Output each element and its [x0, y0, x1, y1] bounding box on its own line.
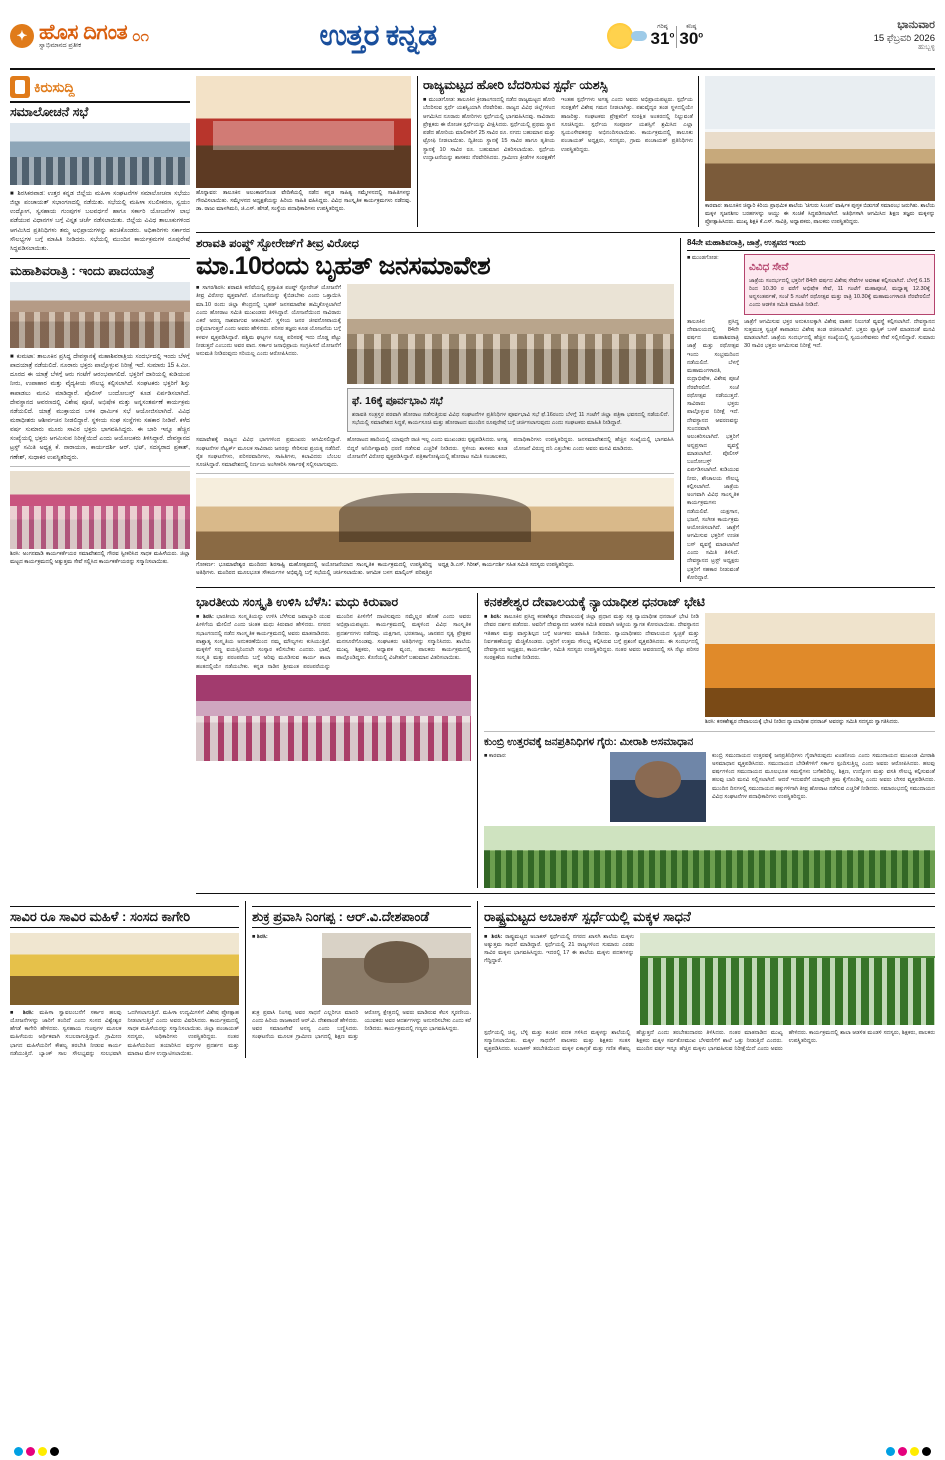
magenta-dot-icon — [26, 1447, 35, 1456]
hori-headline: ರಾಜ್ಯಮಟ್ಟದ ಹೋರಿ ಬೆದರಿಸುವ ಸ್ಪರ್ಧೆ ಯಶಸ್ಸಿ — [423, 78, 608, 92]
bottom-band — [10, 901, 935, 1059]
press-meet-photo — [10, 933, 239, 1005]
judge-label: ■ ಶಿರಸಿ: — [484, 614, 502, 621]
temple-group-photo — [196, 478, 674, 560]
deshpande-story — [252, 901, 478, 1059]
cultural-dance-photo — [196, 675, 471, 761]
sun-cloud-icon — [607, 23, 633, 49]
top-photo-block-2 — [705, 76, 935, 227]
abacus-text-2: ಸ್ಪರ್ಧೆಯಲ್ಲಿ ಚಿನ್ನ, ಬೆಳ್ಳಿ ಮತ್ತು ಕಂಚಿನ ಪದಕ ಗಳಿಸಿದ ಮಕ್ಕಳನ್ನು ಶಾಲೆಯಲ್ಲಿ ಸನ್ಮಾನಿಸಲಾಯಿತು. ಮಕ್ಕಳ ಸಾಧನೆಗೆ ಪಾಲಕರು ಮತ್ತು ಶಿಕ್ಷಕರು ಸಂತಸ ವ್ಯಕ್ತಪಡಿಸಿದರು. ಅಬಾಕಸ್ ತರಬೇತಿಯಿಂದ ಮಕ್ಕಳ ಏಕಾಗ್ರತೆ ಮತ್ತು ಗಣಿತ ಕೌಶಲ್ಯ ಹೆಚ್ಚುತ್ತದೆ ಎಂದು ತರಬೇತುದಾರರು ತಿಳಿಸಿದರು. — [484, 1029, 726, 1053]
seva-box-text: ಜಾತ್ರೆಯ ಸಂದರ್ಭದಲ್ಲಿ ಭಕ್ತರಿಗೆ 84ನೇ ವರ್ಷದ ವಿಶೇಷ ಸೇವೆಗಳ ಅವಕಾಶ ಕಲ್ಪಿಸಲಾಗಿದೆ. ಬೆಳಗ್ಗೆ 6.15 ರಿಂದ 10.30 ರ ವರೆಗೆ ಅಭಿಷೇಕ ಸೇವೆ, 11 ಗಂಟೆಗೆ ಮಹಾಪೂಜೆ, ಮಧ್ಯಾಹ್ನ 12.30ಕ್ಕೆ ಅನ್ನಸಂತರ್ಪಣೆ, ಸಂಜೆ 5 ಗಂಟೆಗೆ ರಥೋತ್ಸವ ಮತ್ತು ರಾತ್ರಿ 10.30ಕ್ಕೆ ಮಹಾಮಂಗಳಾರತಿ ನೆರವೇರಲಿದೆ ಎಂದು ಆಡಳಿತ ಸಮಿತಿ ಮಾಹಿತಿ ನೀಡಿದೆ. — [749, 277, 930, 309]
advance-meeting-box — [347, 388, 674, 432]
cyan-dot-icon — [886, 1447, 895, 1456]
lead-headline: ಮಾ.10ರಂದು ಬೃಹತ್ ಜನಸಮಾವೇಶ — [196, 251, 491, 280]
shivaratri-jatre-story — [687, 238, 935, 582]
lead-kicker: ಶರಾವತಿ ಪಂಪ್ಡ್ ಸ್ಟೋರೇಜ್‌ಗೆ ತೀವ್ರ ವಿರೋಧ — [196, 237, 359, 250]
city-name: ಹುಬ್ಬಳ್ಳಿ — [918, 44, 935, 52]
abacus-label: ■ ಶಿರಸಿ: — [484, 933, 503, 940]
temp-min-value: 30 — [679, 29, 699, 49]
advance-meeting-text: ಶರಾವತಿ ಸಂತ್ರಸ್ತರ ಪರವಾಗಿ ಹೋರಾಟ ನಡೆಸುತ್ತಿರುವ ವಿವಿಧ ಸಂಘಟನೆಗಳ ಪ್ರತಿನಿಧಿಗಳ ಪೂರ್ವಭಾವಿ ಸಭೆ ಫೆ.16ರಂದು ಬೆಳಗ್ಗೆ 11 ಗಂಟೆಗೆ ಜಿಲ್ಲಾ ಪತ್ರಿಕಾ ಭವನದಲ್ಲಿ ನಡೆಯಲಿದೆ. ಸಭೆಯಲ್ಲಿ ಸಮಾವೇಶದ ಸಿದ್ಧತೆ, ಕಾರ್ಯಸೂಚಿ ಮತ್ತು ಹೋರಾಟದ ಮುಂದಿನ ರೂಪುರೇಷೆ ಬಗ್ಗೆ ಚರ್ಚಿಸಲಾಗುವುದು ಎಂದು ಸಂಘಟಕರು ಮಾಹಿತಿ ನೀಡಿದ್ದಾರೆ. — [352, 411, 669, 427]
temp-max-label: ಗರಿಷ್ಠ — [657, 23, 668, 30]
award-table-caption: ಕಾರವಾರ: ತಾಲೂಕಿನ ಚಿನ್ನಾರಿ ಕಿರಿಯ ಪ್ರಾಥಮಿಕ ಶಾಲೆಯ 'ಚಿಗುರು ಸಿಂಚನ' ವಾರ್ಷಿಕ ಪುಸ್ತಕ ಬಿಡುಗಡೆ ಸಮಾರಂಭ ಜರುಗಿತು. ಶಾಲೆಯ ಮಕ್ಕಳ ಸೃಜನಶೀಲ ಬರಹಗಳನ್ನು ಆಯ್ದು ಈ ಸಂಚಿಕೆ ಸಿದ್ಧಪಡಿಸಲಾಗಿದೆ. ಅತಿಥಿಗಳಾಗಿ ಆಗಮಿಸಿದ ಶಿಕ್ಷಣ ತಜ್ಞರು ಮಕ್ಕಳನ್ನು ಪ್ರೋತ್ಸಾಹಿಸಿದರು. ಮುಖ್ಯ ಶಿಕ್ಷಕಿ ಕೆ.ಎಸ್. ಸಾವಿತ್ರಿ, ಅಧ್ಯಾಪಕರು, ಪಾಲಕರು ಉಪಸ್ಥಿತರಿದ್ದರು. — [705, 203, 935, 225]
advance-meeting-headline: ಫೆ. 16ಕ್ಕೆ ಪೂರ್ವಭಾವಿ ಸಭೆ — [352, 395, 443, 408]
kumbri-label: ■ ಕಾರವಾರ: — [484, 752, 507, 759]
publication-logo[interactable] — [10, 22, 149, 50]
column-left — [10, 76, 190, 899]
meeting-hall-photo — [10, 123, 190, 185]
lead-text-col-a: ■ ಸಾಗರ/ಶಿರಸಿ: ಶರಾವತಿ ಕಣಿವೆಯಲ್ಲಿ ಪ್ರಸ್ತಾಪಿತ ಪಂಪ್ಡ್ ಸ್ಟೋರೇಜ್ ಯೋಜನೆಗೆ ತೀವ್ರ ವಿರೋಧ ವ್ಯಕ್ತವಾಗಿದೆ. ಯೋಜನೆಯನ್ನು ಕೈಬಿಡಬೇಕು ಎಂದು ಒತ್ತಾಯಿಸಿ ಮಾ.10 ರಂದು ಜಿಲ್ಲಾ ಕೇಂದ್ರದಲ್ಲಿ ಬೃಹತ್ ಜನಸಮಾವೇಶ ಹಮ್ಮಿಕೊಳ್ಳಲಾಗಿದೆ ಎಂದು ಹೋರಾಟ ಸಮಿತಿ ಮುಖಂಡರು ತಿಳಿಸಿದ್ದಾರೆ. ಯೋಜನೆಯಿಂದ ಸಾವಿರಾರು ಎಕರೆ ಅರಣ್ಯ ನಾಶವಾಗುವ ಆತಂಕವಿದೆ. ಸ್ಥಳೀಯ ಜನರ ಜೀವನೋಪಾಯಕ್ಕೆ ಧಕ್ಕೆಯಾಗುತ್ತದೆ ಎಂದು ಅವರು ಹೇಳಿದರು. ಪರಿಸರ ತಜ್ಞರು ಕೂಡ ಯೋಜನೆಯ ಬಗ್ಗೆ ಕಳವಳ ವ್ಯಕ್ತಪಡಿಸಿದ್ದಾರೆ. ಪಶ್ಚಿಮ ಘಟ್ಟಗಳ ಸೂಕ್ಷ್ಮ ಪರಿಸರಕ್ಕೆ ಇದು ದೊಡ್ಡ ಪೆಟ್ಟು ನೀಡುತ್ತದೆ ಎಂಬುದು ಅವರ ವಾದ. ಸರ್ಕಾರ ಜನಾಭಿಪ್ರಾಯ ಸಂಗ್ರಹಿಸದೆ ಯೋಜನೆಗೆ ಅನುಮತಿ ನೀಡಿರುವುದು ಸರಿಯಲ್ಲ ಎಂದು ಆರೋಪಿಸಿದರು. — [196, 285, 341, 358]
deshpande-text-1: ಶುಕ್ರ ಪ್ರವಾಸಿ ನಿಂಗಪ್ಪ ಅವರ ಸಾಧನೆ ಎಲ್ಲರಿಗೂ ಮಾದರಿ ಎಂದು ಹಿರಿಯ ರಾಜಕಾರಣಿ ಆರ್.ವಿ. ದೇಶಪಾಂಡೆ ಹೇಳಿದರು. ಅವರ ಸಮಾಜಸೇವೆ ಅನನ್ಯ ಎಂದು ಬಣ್ಣಿಸಿದರು. — [252, 1009, 359, 1033]
deshpande-label: ■ ಶಿರಸಿ: — [252, 933, 268, 940]
jatre-text: ತಾಲೂಕಿನ ಪ್ರಸಿದ್ಧ ದೇವಾಲಯದಲ್ಲಿ 84ನೇ ವರ್ಷದ ಮಹಾಶಿವರಾತ್ರಿ ಜಾತ್ರೆ ಮತ್ತು ರಥೋತ್ಸವ ಇಂದು ಸಂಭ್ರಮದಿಂದ ನಡೆಯಲಿದೆ. ಬೆಳಗ್ಗೆ ಮಹಾಮಂಗಳಾರತಿ, ರುದ್ರಾಭಿಷೇಕ, ವಿಶೇಷ ಪೂಜೆ ನೆರವೇರಲಿದೆ. ಸಂಜೆ ರಥೋತ್ಸವ ನಡೆಯುತ್ತದೆ. ಸಾವಿರಾರು ಭಕ್ತರು ಪಾಲ್ಗೊಳ್ಳುವ ನಿರೀಕ್ಷೆ ಇದೆ. ದೇವಸ್ಥಾನದ ಆವರಣವನ್ನು ಸುಂದರವಾಗಿ ಅಲಂಕರಿಸಲಾಗಿದೆ. ಭಕ್ತರಿಗೆ ಅನ್ನಪ್ರಸಾದ ವ್ಯವಸ್ಥೆ ಮಾಡಲಾಗಿದೆ. ಪೊಲೀಸ್ ಬಂದೋಬಸ್ತ್ ಏರ್ಪಡಿಸಲಾಗಿದೆ. ಕುಡಿಯುವ ನೀರು, ಶೌಚಾಲಯ ಸೌಲಭ್ಯ ಕಲ್ಪಿಸಲಾಗಿದೆ. ಜಾತ್ರೆಯ ಅಂಗವಾಗಿ ವಿವಿಧ ಸಾಂಸ್ಕೃತಿಕ ಕಾರ್ಯಕ್ರಮಗಳು ನಡೆಯಲಿವೆ. ಯಕ್ಷಗಾನ, ಭಜನೆ, ಸಂಗೀತ ಕಾರ್ಯಕ್ರಮ ಆಯೋಜಿಸಲಾಗಿದೆ. ಜಾತ್ರೆಗೆ ಆಗಮಿಸುವ ಭಕ್ತರಿಗೆ ಉಚಿತ ಬಸ್ ವ್ಯವಸ್ಥೆ ಮಾಡಲಾಗಿದೆ ಎಂದು ಸಮಿತಿ ತಿಳಿಸಿದೆ. ದೇವಸ್ಥಾನದ ಟ್ರಸ್ಟ್ ಅಧ್ಯಕ್ಷರು ಭಕ್ತರಿಗೆ ಸಹಕಾರ ನೀಡುವಂತೆ ಕೋರಿದ್ದಾರೆ. — [687, 318, 739, 581]
culture-headline: ಭಾರತೀಯ ಸಂಸ್ಕೃತಿ ಉಳಿಸಿ ಬೆಳೆಸಿ: ಮಧು ಕಿರುವಾರ — [196, 595, 399, 610]
lead-text-col-d: ಪತ್ರಿಕಾಗೋಷ್ಠಿಯಲ್ಲಿ ಹೋರಾಟ ಸಮಿತಿ ಸಂಚಾಲಕರು, ಪದಾಧಿಕಾರಿಗಳು ಉಪಸ್ಥಿತರಿದ್ದರು. ಜನಸಮಾವೇಶದಲ್ಲಿ ಹೆಚ್ಚಿನ ಸಂಖ್ಯೆಯಲ್ಲಿ ಭಾಗವಹಿಸಿ ಯೋಜನೆ ವಿರುದ್ಧ ದನಿ ಎತ್ತಬೇಕು ಎಂದು ಅವರು ಮನವಿ ಮಾಡಿದರು. — [415, 437, 674, 460]
top-strip — [196, 76, 935, 227]
kageri-text: ಮಹಿಳಾ ಸ್ವಾವಲಂಬನೆಗೆ ಸರ್ಕಾರ ಹಲವು ಯೋಜನೆಗಳನ್ನು ಜಾರಿಗೆ ತಂದಿದೆ ಎಂದು ಸಂಸದ ವಿಶ್ವೇಶ್ವರ ಹೆಗಡೆ ಕಾಗೇರಿ ಹೇಳಿದರು. ಸ್ವಸಹಾಯ ಗುಂಪುಗಳ ಮೂಲಕ ಮಹಿಳೆಯರು ಆರ್ಥಿಕವಾಗಿ ಸಬಲರಾಗುತ್ತಿದ್ದಾರೆ. ಗ್ರಾಮೀಣ ಭಾಗದ ಮಹಿಳೆಯರಿಗೆ ಕೌಶಲ್ಯ ತರಬೇತಿ ನೀಡುವ ಕಾರ್ಯ ನಡೆಯುತ್ತಿದೆ. ಬ್ಯಾಂಕ್ ಸಾಲ ಸೌಲಭ್ಯವನ್ನು ಸುಲಭವಾಗಿ ಒದಗಿಸಲಾಗುತ್ತಿದೆ. ಮಹಿಳಾ ಉದ್ಯಮಿಗಳಿಗೆ ವಿಶೇಷ ಪ್ರೋತ್ಸಾಹ ನೀಡಲಾಗುತ್ತಿದೆ ಎಂದು ಅವರು ವಿವರಿಸಿದರು. ಕಾರ್ಯಕ್ರಮದಲ್ಲಿ ಸಾಧಕ ಮಹಿಳೆಯರನ್ನು ಸನ್ಮಾನಿಸಲಾಯಿತು. ಜಿಲ್ಲಾ ಪಂಚಾಯತ್ ಸದಸ್ಯರು, ಅಧಿಕಾರಿಗಳು ಉಪಸ್ಥಿತರಿದ್ದರು. ನಂತರ ಮಹಿಳೆಯರಿಂದ ತಯಾರಿಸಿದ ವಸ್ತುಗಳ ಪ್ರದರ್ಶನ ಮತ್ತು ಮಾರಾಟ ಮೇಳ ಉದ್ಘಾಟಿಸಲಾಯಿತು. — [10, 1009, 239, 1057]
third-band — [196, 593, 935, 888]
weather-widget: ಗರಿಷ್ಠ 31$^o$ ಕನಿಷ್ಠ 30$^o$ — [607, 23, 704, 49]
judge-text: ತಾಲೂಕಿನ ಪ್ರಸಿದ್ಧ ಕನಕಶೇಶ್ವರ ದೇವಾಲಯಕ್ಕೆ ಜಿಲ್ಲಾ ಪ್ರಧಾನ ಮತ್ತು ಸತ್ರ ನ್ಯಾಯಾಧೀಶ ಧನರಾಜ್ ಭೇಟಿ ನೀಡಿ ದೇವರ ದರ್ಶನ ಪಡೆದರು. ಅವರಿಗೆ ದೇವಸ್ಥಾನದ ಆಡಳಿತ ಸಮಿತಿ ಪರವಾಗಿ ಆತ್ಮೀಯ ಸ್ವಾಗತ ಕೋರಲಾಯಿತು. ದೇವಸ್ಥಾನದ ಇತಿಹಾಸ ಮತ್ತು ವಾಸ್ತುಶಿಲ್ಪದ ಬಗ್ಗೆ ಅರ್ಚಕರು ಮಾಹಿತಿ ನೀಡಿದರು. ನ್ಯಾಯಾಧೀಶರು ದೇವಾಲಯದ ಸ್ವಚ್ಛತೆ ಮತ್ತು ನಿರ್ವಹಣೆಯನ್ನು ಮೆಚ್ಚಿಕೊಂಡರು. ಭಕ್ತರಿಗೆ ಉತ್ತಮ ಸೌಲಭ್ಯ ಕಲ್ಪಿಸಿರುವ ಬಗ್ಗೆ ಪ್ರಶಂಸೆ ವ್ಯಕ್ತಪಡಿಸಿದರು. ಈ ಸಂದರ್ಭದಲ್ಲಿ ದೇವಸ್ಥಾನದ ಅಧ್ಯಕ್ಷರು, ಕಾರ್ಯದರ್ಶಿ, ಸಮಿತಿ ಸದಸ್ಯರು ಉಪಸ್ಥಿತರಿದ್ದರು. ನಂತರ ಅವರು ಆವರಣದಲ್ಲಿ ಸಸಿ ನೆಟ್ಟು ಪರಿಸರ ಸಂರಕ್ಷಣೆಯ ಸಂದೇಶ ನೀಡಿದರು. — [484, 614, 699, 662]
publication-tagline: ಸ್ವಾಭಿಮಾನದ ಪ್ರತೀಕ — [39, 42, 82, 50]
lead-text-col-b: ಸಮಾವೇಶಕ್ಕೆ ರಾಜ್ಯದ ವಿವಿಧ ಭಾಗಗಳಿಂದ ಪ್ರಮುಖರು ಆಗಮಿಸಲಿದ್ದಾರೆ. ಸಂಘಟನೆಗಳ ನೆಟ್ವರ್ಕ್ ಮೂಲಕ ಸಾವಿರಾರು ಜನರನ್ನು ಸೇರಿಸುವ ಪ್ರಯತ್ನ ನಡೆದಿದೆ. ರೈತ ಸಂಘಟನೆಗಳು, ಪರಿಸರವಾದಿಗಳು, ಸಾಹಿತಿಗಳು, ಕಲಾವಿದರು ಬೆಂಬಲ ಸೂಚಿಸಿದ್ದಾರೆ. ಸಮಾವೇಶದಲ್ಲಿ ನಿರ್ಣಯ ಅಂಗೀಕರಿಸಿ ಸರ್ಕಾರಕ್ಕೆ ಸಲ್ಲಿಸಲಾಗುವುದು. — [196, 437, 341, 469]
judge-kumbri-block — [484, 593, 935, 888]
page-number: ೦೧ — [132, 27, 149, 45]
date-text: 15 ಫೆಬ್ರವರಿ 2026 — [873, 32, 935, 44]
yellow-dot-icon — [38, 1447, 47, 1456]
deshpande-headline: ಶುಕ್ರ ಪ್ರವಾಸಿ ನಿಂಗಪ್ಪ : ಆರ್.ವಿ.ದೇಶಪಾಂಡೆ — [252, 906, 471, 928]
cyan-dot-icon — [14, 1447, 23, 1456]
lead-text-col-c: ಹೋರಾಟದ ಹಾದಿಯಲ್ಲಿ ಯಾವುದೇ ರಾಜಿ ಇಲ್ಲ ಎಂದು ಮುಖಂಡರು ಸ್ಪಷ್ಟಪಡಿಸಿದರು. ಅಗತ್ಯ ಬಿದ್ದರೆ ಅನಿರ್ದಿಷ್ಟಾವಧಿ ಧರಣಿ ನಡೆಸುವ ಎಚ್ಚರಿಕೆ ನೀಡಿದರು. ಸ್ಥಳೀಯ ಶಾಸಕರು ಕೂಡ ಯೋಜನೆಗೆ ವಿರೋಧ ವ್ಯಕ್ತಪಡಿಸಿದ್ದಾರೆ. — [347, 437, 508, 460]
kageri-headline: ಸಾವಿರ ರೂ ಸಾವಿರ ಮಹಿಳೆ : ಸಂಸದ ಕಾಗೇರಿ — [10, 906, 239, 928]
weekday: ಭಾನುವಾರ — [897, 18, 935, 31]
temple-visit-photo — [705, 613, 935, 717]
temp-divider — [676, 26, 677, 48]
masthead — [10, 8, 935, 70]
culture-text: ಭಾರತೀಯ ಸಂಸ್ಕೃತಿಯನ್ನು ಉಳಿಸಿ ಬೆಳೆಸುವ ಜವಾಬ್ದಾರಿ ಯುವ ಪೀಳಿಗೆಯ ಮೇಲಿದೆ ಎಂದು ಚಿಂತಕ ಮಧು ಕಿರುವಾರ ಹೇಳಿದರು. ನಗರದ ಸಭಾಂಗಣದಲ್ಲಿ ನಡೆದ ಸಾಂಸ್ಕೃತಿಕ ಕಾರ್ಯಕ್ರಮದಲ್ಲಿ ಅವರು ಮಾತನಾಡಿದರು. ಪಾಶ್ಚಾತ್ಯ ಸಂಸ್ಕೃತಿಯ ಅನುಕರಣೆಯಿಂದ ನಮ್ಮ ಮೌಲ್ಯಗಳು ಕುಸಿಯುತ್ತಿವೆ. ಮಕ್ಕಳಿಗೆ ಸಣ್ಣ ವಯಸ್ಸಿನಿಂದಲೇ ಸಂಸ್ಕಾರ ಕಲಿಸಬೇಕು ಎಂದರು. ಭಾಷೆ, ಸಂಸ್ಕೃತಿ ಮತ್ತು ಪರಂಪರೆಯ ಬಗ್ಗೆ ಅರಿವು ಮೂಡಿಸುವ ಕಾರ್ಯ ಶಾಲಾ ಹಂತದಲ್ಲಿಯೇ ನಡೆಯಬೇಕು. ಕನ್ನಡ ನಾಡಿನ ಶ್ರೀಮಂತ ಪರಂಪರೆಯನ್ನು ಮುಂದಿನ ಪೀಳಿಗೆಗೆ ದಾಟಿಸುವುದು ನಮ್ಮೆಲ್ಲರ ಹೊಣೆ ಎಂದು ಅವರು ಅಭಿಪ್ರಾಯಪಟ್ಟರು. ಕಾರ್ಯಕ್ರಮದಲ್ಲಿ ಮಕ್ಕಳಿಂದ ವಿವಿಧ ಸಾಂಸ್ಕೃತಿಕ ಪ್ರದರ್ಶನಗಳು ನಡೆದವು. ಯಕ್ಷಗಾನ, ಭರತನಾಟ್ಯ, ಜಾನಪದ ನೃತ್ಯ ಪ್ರೇಕ್ಷಕರ ಮನಸೂರೆಗೊಂಡವು. ಸಂಘಟಕರು ಅತಿಥಿಗಳನ್ನು ಸನ್ಮಾನಿಸಿದರು. ಶಾಲೆಯ ಮುಖ್ಯ ಶಿಕ್ಷಕರು, ಅಧ್ಯಾಪಕ ವೃಂದ, ಪಾಲಕರು ಕಾರ್ಯಕ್ರಮದಲ್ಲಿ ಪಾಲ್ಗೊಂಡಿದ್ದರು. ಕೊನೆಯಲ್ಲಿ ವಿಜೇತರಿಗೆ ಬಹುಮಾನ ವಿತರಿಸಲಾಯಿತು. — [196, 614, 471, 670]
hori-story-block — [417, 76, 699, 227]
edition-title: ಉತ್ತರ ಕನ್ನಡ — [319, 19, 437, 52]
temple-group-caption: ಗೋಕರ್ಣ: ಭೂಮಾವೇಶ್ವರ ಮಂದಿರದ ಶಿರಸಾಷ್ಟಿ ಮಹೋತ್ಸವದಲ್ಲಿ ಅಯೋಜನೆಯಾದ ಸಾಂಸ್ಕೃತಿಕ ಕಾರ್ಯಕ್ರಮದಲ್ಲಿ ಉಪಸ್ಥಿತರಿದ್ದ ಅತಿಥಿಗಳು. ಮಂದಿರದ ಮೂಲಭೂತ ಸೌಕರ್ಯಗಳ ಅಭಿವೃದ್ಧಿ ಬಗ್ಗೆ ಸಭೆಯಲ್ಲಿ ಚರ್ಚಿಸಲಾಯಿತು. ಆಗಮಿಕ ಬಳಗ ಮಾಲ್ಕಿಂಗ್ ಪರಿಷತ್ತಿನ ಅಧ್ಯಕ್ಷ ಡಿ.ಎಸ್. ಗಿರೀಶ್, ಕಾರ್ಯದರ್ಶಿ ಸಹಿತ ಸಮಿತಿ ಸದಸ್ಯರು ಉಪಸ್ಥಿತರಿದ್ದರು. — [196, 562, 575, 577]
shivaratri-headline: ಮಹಾಶಿವರಾತ್ರಿ : ಇಂದು ಪಾದಯಾತ್ರೆ — [10, 263, 155, 278]
deshpande-text-2: ಸಂಘಟನೆಯ ಮೂಲಕ ಗ್ರಾಮೀಣ ಭಾಗದಲ್ಲಿ ಶಿಕ್ಷಣ ಮತ್ತು ಆರೋಗ್ಯ ಕ್ಷೇತ್ರದಲ್ಲಿ ಅವರು ಮಾಡಿರುವ ಕೆಲಸ ಸ್ಮರಣೀಯ. ಯುವಕರು ಅವರ ಆದರ್ಶಗಳನ್ನು ಅನುಸರಿಸಬೇಕು ಎಂದು ಕರೆ ನೀಡಿದರು. ಕಾರ್ಯಕ್ರಮದಲ್ಲಿ ಗಣ್ಯರು ಭಾಗವಹಿಸಿದ್ದರು. — [252, 1009, 471, 1041]
kageri-story — [10, 901, 246, 1059]
kirusuddi-header — [10, 76, 190, 103]
temp-max-value: 31 — [650, 29, 670, 49]
hori-text: ■ ಮುಂಡಗೋಡ: ತಾಲೂಕಿನ ಕ್ರೀಡಾಂಗಣದಲ್ಲಿ ನಡೆದ ರಾಜ್ಯಮಟ್ಟದ ಹೋರಿ ಬೆದರಿಸುವ ಸ್ಪರ್ಧೆ ಯಶಸ್ವಿಯಾಗಿ ನೆರವೇರಿತು. ರಾಜ್ಯದ ವಿವಿಧ ಜಿಲ್ಲೆಗಳಿಂದ ಆಗಮಿಸಿದ ನೂರಾರು ಹೋರಿಗಳು ಸ್ಪರ್ಧೆಯಲ್ಲಿ ಭಾಗವಹಿಸಿದವು. ಸಾವಿರಾರು ಪ್ರೇಕ್ಷಕರು ಈ ರೋಚಕ ಸ್ಪರ್ಧೆಯನ್ನು ವೀಕ್ಷಿಸಿದರು. ಸ್ಪರ್ಧೆಯಲ್ಲಿ ಪ್ರಥಮ ಸ್ಥಾನ ಪಡೆದ ಹೋರಿಯ ಮಾಲೀಕರಿಗೆ 25 ಸಾವಿರ ರೂ. ನಗದು ಬಹುಮಾನ ಮತ್ತು ಟ್ರೋಫಿ ನೀಡಲಾಯಿತು. ದ್ವಿತೀಯ ಸ್ಥಾನಕ್ಕೆ 15 ಸಾವಿರ ಹಾಗೂ ತೃತೀಯ ಸ್ಥಾನಕ್ಕೆ 10 ಸಾವಿರ ರೂ. ಬಹುಮಾನ ವಿತರಿಸಲಾಯಿತು. ಸ್ಪರ್ಧೆಯ ಉದ್ಘಾಟನೆಯನ್ನು ಶಾಸಕರು ನೆರವೇರಿಸಿದರು. ಗ್ರಾಮೀಣ ಕ್ರೀಡೆಗಳ ಸಂರಕ್ಷಣೆಗೆ ಇಂತಹ ಸ್ಪರ್ಧೆಗಳು ಅಗತ್ಯ ಎಂದು ಅವರು ಅಭಿಪ್ರಾಯಪಟ್ಟರು. ಸ್ಪರ್ಧೆಯ ಸುರಕ್ಷತೆಗೆ ವಿಶೇಷ ಗಮನ ನೀಡಲಾಗಿತ್ತು. ಪಶುವೈದ್ಯರ ತಂಡ ಸ್ಥಳದಲ್ಲಿಯೇ ಹಾಜರಿತ್ತು. ಸಂಘಟಕರು ಪ್ರೇಕ್ಷಕರಿಗೆ ಸುರಕ್ಷಿತ ಅಂತರದಲ್ಲಿ ನಿಲ್ಲುವಂತೆ ಸೂಚಿಸಿದ್ದರು. ಸ್ಪರ್ಧೆಯ ಸಂಪೂರ್ಣ ಯಶಸ್ಸಿಗೆ ಶ್ರಮಿಸಿದ ಎಲ್ಲಾ ಸ್ವಯಂಸೇವಕರನ್ನು ಅಭಿನಂದಿಸಲಾಯಿತು. ಕಾರ್ಯಕ್ರಮದಲ್ಲಿ ತಾಲೂಕು ಪಂಚಾಯತ್ ಅಧ್ಯಕ್ಷರು, ಸದಸ್ಯರು, ಗ್ರಾಮ ಪಂಚಾಯತ್ ಪ್ರತಿನಿಧಿಗಳು ಉಪಸ್ಥಿತರಿದ್ದರು. — [423, 97, 693, 161]
seva-box — [744, 254, 935, 315]
cloud-icon — [631, 31, 647, 41]
leader-portrait — [610, 752, 706, 822]
abacus-winners-photo — [640, 933, 935, 1025]
temple-visit-caption: ಶಿರಸಿ: ಕನಕಶೇಶ್ವರ ದೇವಾಲಯಕ್ಕೆ ಭೇಟಿ ನೀಡಿದ ನ್ಯಾಯಾಧೀಶ ಧನರಾಜ್ ಅವರನ್ನು ಸಮಿತಿ ಸದಸ್ಯರು ಸ್ವಾಗತಿಸಿದರು. — [705, 719, 900, 726]
abacus-headline: ರಾಷ್ಟ್ರಮಟ್ಟದ ಅಬಾಕಸ್ ಸ್ಪರ್ಧೆಯಲ್ಲಿ ಮಕ್ಕಳ ಸಾಧನೆ — [484, 906, 935, 928]
award-table-photo — [705, 76, 935, 201]
stage-function-caption: ಹೊನ್ನಾವರ: ತಾಲೂಕಿನ ಅಲಂಕಾರಗೊಂಡ ವೇದಿಕೆಯಲ್ಲಿ ನಡೆದ ಕನ್ನಡ ಸಾಹಿತ್ಯ ಸಮ್ಮೇಳನದಲ್ಲಿ ಸಾಹಿತಿಗಳನ್ನು ಗೌರವಿಸಲಾಯಿತು. ಸಮ್ಮೇಳನದ ಅಧ್ಯಕ್ಷತೆಯನ್ನು ಹಿರಿಯ ಸಾಹಿತಿ ವಹಿಸಿದ್ದರು. ವಿವಿಧ ಸಾಂಸ್ಕೃತಿಕ ಕಾರ್ಯಕ್ರಮಗಳು ನಡೆದವು. ಡಾ. ರಾಜು ಮಾಳಗಿಮನಿ, ಜಿ.ಎಸ್. ಹೆಗಡೆ, ಸಂಸ್ಥೆಯ ಪದಾಧಿಕಾರಿಗಳು ಉಪಸ್ಥಿತರಿದ್ದರು. — [196, 190, 411, 212]
judge-headline: ಕನಕಶೇಶ್ವರ ದೇವಾಲಯಕ್ಕೆ ನ್ಯಾಯಾಧೀಶ ಧನರಾಜ್ ಭೇಟಿ — [484, 595, 705, 610]
cmyk-dots-left — [14, 1447, 59, 1456]
date-block — [874, 19, 935, 53]
news-bundle-icon — [10, 76, 30, 98]
panel-discussion-photo — [347, 284, 674, 384]
top-photo-block-1 — [196, 76, 411, 227]
yellow-dot-icon — [910, 1447, 919, 1456]
samalochane-text: ■ ಶಿರಸಿಕರವಾಡ: ಉತ್ತರ ಕನ್ನಡ ಜಿಲ್ಲೆಯ ಮಹಿಳಾ ಸಂಘಟನೆಗಳ ಸಮಾಲೋಚನಾ ಸಭೆಯು ಜಿಲ್ಲಾ ಪಂಚಾಯತ್ ಸಭಾಂಗಣದಲ್ಲಿ ನಡೆಯಿತು. ಸಭೆಯಲ್ಲಿ ಮಹಿಳಾ ಸಬಲೀಕರಣ, ಸ್ವಯಂ ಉದ್ಯೋಗ, ಸ್ವಸಹಾಯ ಗುಂಪುಗಳ ಬಲವರ್ಧನೆ ಹಾಗೂ ಸರ್ಕಾರಿ ಯೋಜನೆಗಳ ಲಾಭ ಪಡೆಯುವ ವಿಧಾನಗಳ ಬಗ್ಗೆ ವಿಸ್ತೃತ ಚರ್ಚೆ ನಡೆಸಲಾಯಿತು. ಜಿಲ್ಲೆಯ ವಿವಿಧ ತಾಲೂಕುಗಳಿಂದ ಆಗಮಿಸಿದ ಪ್ರತಿನಿಧಿಗಳು ತಮ್ಮ ಅಭಿಪ್ರಾಯಗಳನ್ನು ಹಂಚಿಕೊಂಡರು. ಅಧಿಕಾರಿಗಳು ಸರ್ಕಾರದ ಸೌಲಭ್ಯಗಳ ಬಗ್ಗೆ ಮಾಹಿತಿ ನೀಡಿದರು. ಸಭೆಯಲ್ಲಿ ಮುಂದಿನ ಕಾರ್ಯಕ್ರಮಗಳ ರೂಪುರೇಷೆ ಸಿದ್ಧಪಡಿಸಲಾಯಿತು. — [10, 190, 190, 252]
politician-portrait — [322, 933, 471, 1005]
shivaratri-text: ■ ಕುಮಟಾ: ತಾಲೂಕಿನ ಪ್ರಸಿದ್ಧ ದೇವಸ್ಥಾನಕ್ಕೆ ಮಹಾಶಿವರಾತ್ರಿಯ ಸಂದರ್ಭದಲ್ಲಿ ಇಂದು ಬೆಳಗ್ಗೆ ಪಾದಯಾತ್ರೆ ನಡೆಯಲಿದೆ. ನೂರಾರು ಭಕ್ತರು ಪಾಲ್ಗೊಳ್ಳುವ ನಿರೀಕ್ಷೆ ಇದೆ. ಸುಮಾರು 15 ಕಿ.ಮೀ. ದೂರದ ಈ ಯಾತ್ರೆ ಬೆಳಗ್ಗೆ ಆರು ಗಂಟೆಗೆ ಆರಂಭವಾಗಲಿದೆ. ಭಕ್ತರಿಗೆ ದಾರಿಯಲ್ಲಿ ಕುಡಿಯುವ ನೀರು, ಉಪಾಹಾರ ಮತ್ತು ವೈದ್ಯಕೀಯ ಸೌಲಭ್ಯ ಕಲ್ಪಿಸಲಾಗಿದೆ. ಸಂಘಟಕರು ಭಕ್ತರಿಗೆ ಶಿಸ್ತು ಕಾಪಾಡಲು ಮನವಿ ಮಾಡಿದ್ದಾರೆ. ಪೊಲೀಸ್ ಬಂದೋಬಸ್ತ್ ಕೂಡ ಏರ್ಪಡಿಸಲಾಗಿದೆ. ದೇವಸ್ಥಾನದ ಆವರಣದಲ್ಲಿ ವಿಶೇಷ ಪೂಜೆ, ಅಭಿಷೇಕ ಮತ್ತು ಅನ್ನಸಂತರ್ಪಣೆ ಕಾರ್ಯಕ್ರಮ ನಡೆಯಲಿದೆ. ಯಾತ್ರೆ ಮುಕ್ತಾಯದ ಬಳಿಕ ಧಾರ್ಮಿಕ ಸಭೆ ಆಯೋಜಿಸಲಾಗಿದೆ. ವಿವಿಧ ಮಠಾಧೀಶರು ಆಶೀರ್ವಚನ ನೀಡಲಿದ್ದಾರೆ. ಸ್ಥಳೀಯ ಸಂಘ ಸಂಸ್ಥೆಗಳು ಸಹಕಾರ ನೀಡಿವೆ. ಕಳೆದ ವರ್ಷ ಸುಮಾರು ಮೂರು ಸಾವಿರ ಭಕ್ತರು ಭಾಗವಹಿಸಿದ್ದರು. ಈ ಬಾರಿ ಇನ್ನೂ ಹೆಚ್ಚಿನ ಸಂಖ್ಯೆಯಲ್ಲಿ ಭಕ್ತರು ಆಗಮಿಸುವ ನಿರೀಕ್ಷೆಯಿದೆ ಎಂದು ಆಯೋಜಕರು ತಿಳಿಸಿದ್ದಾರೆ. ದೇವಸ್ಥಾನದ ಟ್ರಸ್ಟ್ ಸಮಿತಿ ಅಧ್ಯಕ್ಷ ಕೆ. ನಾರಾಯಣ, ಕಾರ್ಯದರ್ಶಿ ಆರ್. ಭಟ್, ಸದಸ್ಯರಾದ ಪ್ರಕಾಶ್, ಗಣೇಶ್, ಸುಧಾಕರ ಉಪಸ್ಥಿತರಿದ್ದರು. — [10, 352, 190, 461]
community-meeting-photo — [484, 826, 935, 888]
black-dot-icon — [922, 1447, 931, 1456]
cmyk-dots-right — [886, 1447, 931, 1456]
jatre-label: ■ ಮುಂಡಗೋಡ: — [687, 254, 719, 261]
women-group-photo — [10, 471, 190, 549]
kirusuddi-title: ಕಿರುಸುದ್ದಿ — [34, 78, 75, 95]
abacus-text: ರಾಷ್ಟ್ರಮಟ್ಟದ ಅಬಾಕಸ್ ಸ್ಪರ್ಧೆಯಲ್ಲಿ ನಗರದ ಖಾಸಗಿ ಶಾಲೆಯ ಮಕ್ಕಳು ಅತ್ಯುತ್ತಮ ಸಾಧನೆ ಮಾಡಿದ್ದಾರೆ. ಸ್ಪರ್ಧೆಯಲ್ಲಿ 21 ರಾಜ್ಯಗಳಿಂದ ಸುಮಾರು ಎರಡು ಸಾವಿರ ಮಕ್ಕಳು ಭಾಗವಹಿಸಿದ್ದರು. ಇದರಲ್ಲಿ 17 ಈ ಶಾಲೆಯ ಮಕ್ಕಳು ಪದಕಗಳನ್ನು ಗೆದ್ದಿದ್ದಾರೆ. — [484, 933, 634, 965]
abacus-text-3: ನಂತರ ಮಾತನಾಡಿದ ಮುಖ್ಯ ಶಿಕ್ಷಕರು ಮಕ್ಕಳ ಸರ್ವತೋಮುಖ ಬೆಳವಣಿಗೆಗೆ ಶಾಲೆ ಒತ್ತು ನೀಡುತ್ತಿದೆ ಎಂದರು. ಮುಂದಿನ ವರ್ಷ ಇನ್ನೂ ಹೆಚ್ಚಿನ ಮಕ್ಕಳು ಭಾಗವಹಿಸುವ ನಿರೀಕ್ಷೆಯಿದೆ ಎಂದು ಅವರು ಹೇಳಿದರು. ಕಾರ್ಯಕ್ರಮದಲ್ಲಿ ಶಾಲಾ ಆಡಳಿತ ಮಂಡಳಿ ಸದಸ್ಯರು, ಶಿಕ್ಷಕರು, ಪಾಲಕರು ಉಪಸ್ಥಿತರಿದ್ದರು. — [636, 1029, 935, 1053]
cmyk-registration-marks — [0, 1447, 945, 1456]
kumbri-text: ಕುಂಬ್ರಿ ಸಮುದಾಯದ ಉತ್ತರವಕ್ಕೆ ಜನಪ್ರತಿನಿಧಿಗಳು ಗೈರಾಗಿರುವುದು ಖಂಡನೀಯ ಎಂದು ಸಮುದಾಯದ ಮುಖಂಡ ಮೀರಾಶಿ ಅಸಮಾಧಾನ ವ್ಯಕ್ತಪಡಿಸಿದರು. ಸಮುದಾಯದ ಬೇಡಿಕೆಗಳಿಗೆ ಸರ್ಕಾರ ಸ್ಪಂದಿಸುತ್ತಿಲ್ಲ ಎಂದು ಅವರು ಆರೋಪಿಸಿದರು. ಹಲವು ವರ್ಷಗಳಿಂದ ಸಮುದಾಯದ ಮೂಲಭೂತ ಸಮಸ್ಯೆಗಳು ಬಗೆಹರಿದಿಲ್ಲ. ಶಿಕ್ಷಣ, ಉದ್ಯೋಗ ಮತ್ತು ವಸತಿ ಸೌಲಭ್ಯ ಕಲ್ಪಿಸುವಂತೆ ಹಲವು ಬಾರಿ ಮನವಿ ಸಲ್ಲಿಸಲಾಗಿದೆ. ಆದರೆ ಇದುವರೆಗೆ ಯಾವುದೇ ಕ್ರಮ ಕೈಗೊಂಡಿಲ್ಲ ಎಂದು ಅವರು ಬೇಸರ ವ್ಯಕ್ತಪಡಿಸಿದರು. ಮುಂದಿನ ದಿನಗಳಲ್ಲಿ ಸಮುದಾಯದ ಹಕ್ಕುಗಳಿಗಾಗಿ ತೀವ್ರ ಹೋರಾಟ ನಡೆಸುವ ಎಚ್ಚರಿಕೆ ನೀಡಿದರು. ಸಮಾರಂಭದಲ್ಲಿ ಸಮುದಾಯದ ವಿವಿಧ ಸಂಘಟನೆಗಳ ಪದಾಧಿಕಾರಿಗಳು ಉಪಸ್ಥಿತರಿದ್ದರು. — [712, 752, 935, 800]
magenta-dot-icon — [898, 1447, 907, 1456]
culture-label: ■ ಶಿರಸಿ: — [196, 614, 214, 621]
culture-story — [196, 593, 478, 888]
black-dot-icon — [50, 1447, 59, 1456]
second-band — [196, 238, 935, 582]
women-group-caption: ಶಿರಸಿ: ಅಂಗನವಾಡಿ ಕಾರ್ಯಕರ್ತೆಯರ ಸಮಾವೇಶದಲ್ಲಿ ಗೌರವ ಸ್ವೀಕರಿಸಿದ ಸಾಧಕ ಮಹಿಳೆಯರು. ಜಿಲ್ಲಾ ಮಟ್ಟದ ಕಾರ್ಯಕ್ರಮದಲ್ಲಿ ಅತ್ಯುತ್ತಮ ಸೇವೆ ಸಲ್ಲಿಸಿದ ಕಾರ್ಯಕರ್ತೆಯರನ್ನು ಸನ್ಮಾನಿಸಲಾಯಿತು. — [10, 550, 190, 565]
jatre-text-2: ಜಾತ್ರೆಗೆ ಆಗಮಿಸುವ ಭಕ್ತರ ಅನುಕೂಲಕ್ಕಾಗಿ ವಿಶೇಷ ವಾಹನ ನಿಲುಗಡೆ ವ್ಯವಸ್ಥೆ ಕಲ್ಪಿಸಲಾಗಿದೆ. ದೇವಸ್ಥಾನದ ಸುತ್ತಮುತ್ತ ಸ್ವಚ್ಛತೆ ಕಾಪಾಡಲು ವಿಶೇಷ ತಂಡ ರಚಿಸಲಾಗಿದೆ. ಭಕ್ತರು ಪ್ಲಾಸ್ಟಿಕ್ ಬಳಕೆ ಮಾಡದಂತೆ ಮನವಿ ಮಾಡಲಾಗಿದೆ. ಜಾತ್ರೆಯ ಸಂದರ್ಭದಲ್ಲಿ ಹೆಚ್ಚಿನ ಸಂಖ್ಯೆಯಲ್ಲಿ ಸ್ವಯಂಸೇವಕರು ಸೇವೆ ಸಲ್ಲಿಸಲಿದ್ದಾರೆ. ಸುಮಾರು 30 ಸಾವಿರ ಭಕ್ತರು ಆಗಮಿಸುವ ನಿರೀಕ್ಷೆ ಇದೆ. — [744, 318, 935, 350]
abacus-story — [484, 901, 935, 1059]
seva-box-headline: ವಿವಿಧ ಸೇವೆ — [749, 260, 789, 273]
column-main — [196, 76, 935, 899]
publication-name: ಹೊಸ ದಿಗಂತ — [39, 21, 128, 45]
samalochane-headline: ಸಮಾಲೋಚನೆ ಸಭೆ — [10, 105, 89, 119]
group-photo — [10, 282, 190, 348]
kageri-label: ■ ಶಿರಸಿ: — [10, 1009, 34, 1016]
lead-story — [196, 238, 681, 582]
jatre-kicker: 84ನೇ ಮಹಾಶಿವರಾತ್ರಿ, ಜಾತ್ರೆ, ಉತ್ಸವದ ಇಂದು — [687, 238, 935, 251]
stage-function-photo — [196, 76, 411, 188]
temp-min-label: ಕನಿಷ್ಠ — [686, 23, 697, 30]
logo-mark-icon: ✦ — [10, 24, 34, 48]
kumbri-headline: ಕುಂಬ್ರಿ ಉತ್ತರವಕ್ಕೆ ಜನಪ್ರತಿನಿಧಿಗಳ ಗೈರು: ಮೀರಾಶಿ ಅಸಮಾಧಾನ — [484, 736, 694, 749]
